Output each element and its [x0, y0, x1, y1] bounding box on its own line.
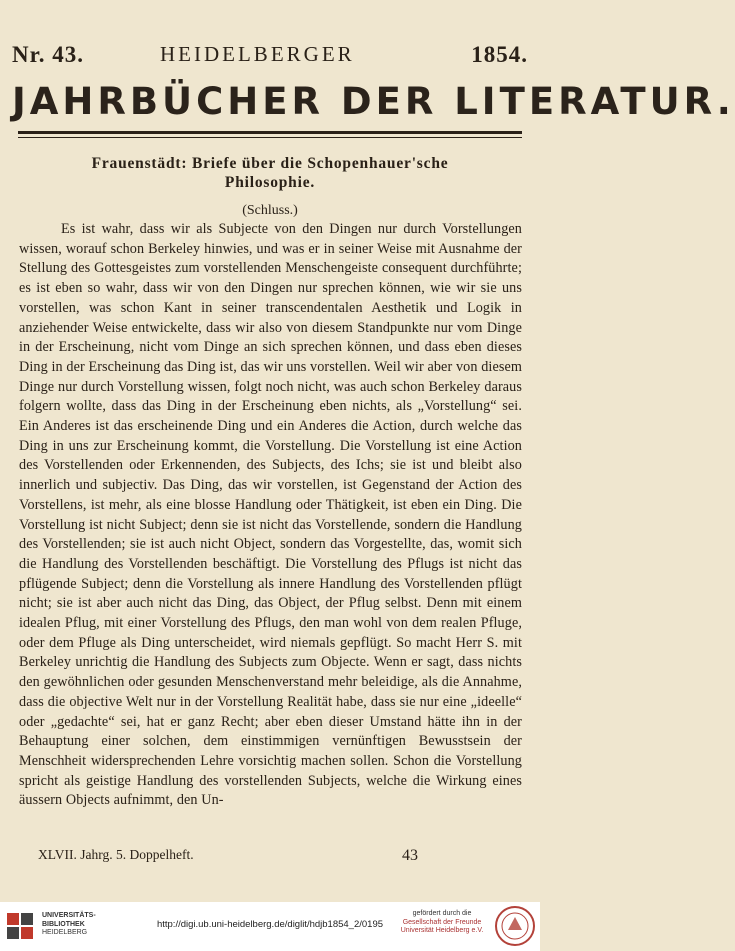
page-footer: [38, 847, 480, 867]
signature-mark: XLVII. Jahrg. 5. Doppelheft.: [38, 847, 194, 862]
page-number: 43: [402, 847, 418, 864]
article-title-line-1: Frauenstädt: Briefe über die Schopenhauer'sche: [91, 155, 449, 172]
body-paragraph: Es ist wahr, dass wir als Subjecte von den Dingen nur durch Vorstellungen wissen, worauf schon Berkeley hinwies, und was er in seiner Weise mit Ausnahme der Stellung des Gottesgeistes zum vorstellenden Menschengeiste consequent durchführte; es ist eben so wahr, dass wir von den Dingen nur sprechen können, wie wir sie uns vorstellen, was schon Kant in seiner transcendentalen Aesthetik und Logik in anziehender Weise entwickelte, dass wir also von diesem Standpunkte nur vom Dinge in der Erscheinung, nicht vom Dinge an sich sprechen können, und dass eben dieses Ding in der Erscheinung das Ding ist, das wir uns vorstellen. Weil wir aber von diesem Dinge nur durch Vorstellung wissen, folgt noch nicht, was auch schon Berkeley daraus folgern wollte, dass das Ding in der Erscheinung eben nichts, als „Vorstellung“ sei. Ein Anderes ist das erscheinende Ding und ein Anderes die Action, durch welche das Ding in uns zur Erscheinung kommt, die Vorstellung. Die Vorstellung ist eine Action des Vorstellenden oder Erkennenden, des Subjects, des Ichs; sie ist und bleibt also innerlich und subjectiv. Das Ding, das wir vorstellen, ist Gegenstand der Action des Vorstellens, ist mehr, als eine blosse Handlung oder Thätigkeit, ist eben ein Ding. Die Vorstellung ist nicht Subject; denn sie ist nicht das Vorstellende, sondern die Handlung des Vorstellenden; sie ist auch nicht Object, sondern das Vorgestellte, das, womit sich die Handlung des Vorstellenden beschäftigt. Die Vorstellung des Pflugs ist nicht das pflügende Subject; denn die Vorstellung als innere Handlung des Vorstellenden pflügt nicht; sie ist aber auch nicht das Ding, das Object, der Pflug selbst. Denn mit einem idealen Pflug, mit einer Vorstellung des Pflugs, den man wohl von dem realen Pfluge, oder dem Pfluge als Ding unterscheidet, wird niemals gepflügt. So macht Herr S. mit Berkeley unrichtig die Handlung des Subjects zum Objecte. Wenn er sagt, dass nichts den gewöhnlichen oder gesunden Menschenverstand mehr beleidige, als die Annahme, dass die objective Welt nur in der Vorstellung Realität habe, dass sie nur eine „ideelle“ oder „gedachte“ sei, hat er ganz Recht; aber eben dieser Umstand hätte ihn in der Behauptung einer solchen, dem einstimmigen vernünftigen Bewusstsein der Menschheit widersprechenden Lehre vorsichtig machen sollen. Schon die Vorstellung spricht als geistige Handlung des vorstellenden Subjects, welche die Wirkung eines äussern Objects aufnimmt, den Un-: [19, 221, 522, 809]
article-title-line-2: Philosophie.: [224, 174, 316, 191]
article-body: [19, 220, 522, 811]
title-rule-thick: [18, 131, 522, 134]
library-name: UNIVERSITÄTS- BIBLIOTHEK HEIDELBERG: [42, 912, 96, 936]
journal-name: HEIDELBERGER: [160, 42, 355, 66]
digitization-banner: [0, 902, 540, 951]
year: 1854.: [471, 42, 528, 67]
continuation-note: (Schluss.): [242, 203, 298, 218]
source-url-link[interactable]: http://digi.ub.uni-heidelberg.de/diglit/hdjb1854_2/0195: [156, 919, 384, 930]
issue-number: Nr. 43.: [12, 42, 84, 67]
article-title: [24, 154, 516, 192]
journal-title: JAHRBÜCHER DER LITERATUR.: [12, 80, 735, 123]
title-rule-thin: [18, 137, 522, 138]
running-header: [12, 42, 528, 70]
university-seal-icon: [494, 905, 536, 947]
funding-note: gefördert durch die Gesellschaft der Freunde Universität Heidelberg e.V.: [400, 910, 484, 934]
